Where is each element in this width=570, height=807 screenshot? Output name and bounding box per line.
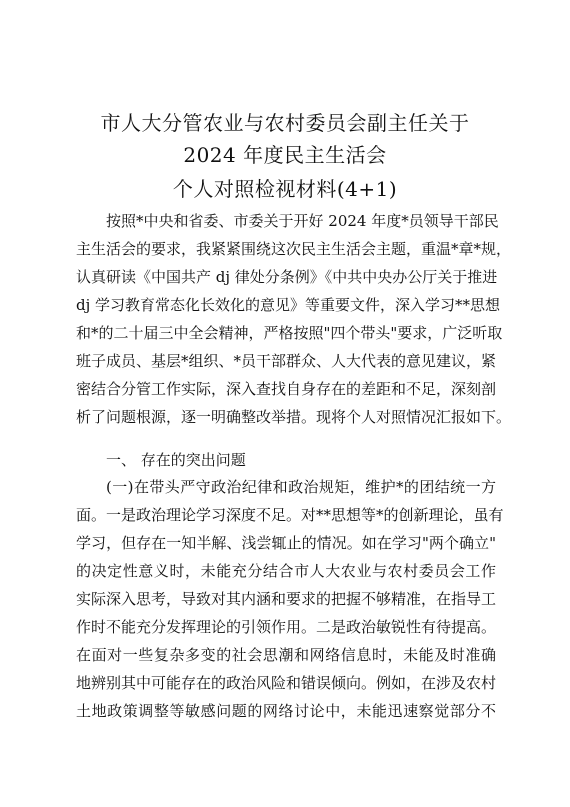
intro-line-3: 认真研读《中国共产 dj 律处分条例》《中共中央办公厅关于推进 <box>76 268 498 286</box>
intro-line-5: 和*的二十届三中全会精神，严格按照"四个带头"要求，广泛听取 <box>76 324 503 342</box>
section-heading: 一、 存在的突出问题 <box>106 451 246 469</box>
section-body-line-2: 面。一是政治理论学习深度不足。对**思想等*的创新理论，虽有 <box>76 506 504 524</box>
intro-line-4: dj 学习教育常态化长效化的意见》等重要文件，深入学习**思想 <box>76 296 501 314</box>
intro-line-6: 班子成员、基层*组织、*员干部群众、人大代表的意见建议，紧 <box>76 352 497 370</box>
intro-line-1: 按照*中央和省委、市委关于开好 2024 年度*员领导干部民 <box>106 212 499 230</box>
intro-line-8: 析了问题根源，逐一明确整改举措。现将个人对照情况汇报如下。 <box>76 408 512 426</box>
section-body-line-6: 作时不能充分发挥理论的引领作用。二是政治敏锐性有待提高。 <box>76 618 497 636</box>
section-body-line-3: 学习，但存在一知半解、浅尝辄止的情况。如在学习"两个确立" <box>76 534 496 552</box>
section-body-line-1: (一)在带头严守政治纪律和政治规矩，维护*的团结统一方 <box>106 478 496 496</box>
intro-line-2: 主生活会的要求，我紧紧围绕这次民主生活会主题，重温*章*规， <box>76 240 512 258</box>
section-body-line-7: 在面对一些复杂多变的社会思潮和网络信息时，未能及时准确 <box>76 646 496 664</box>
document-title-line-2: 2024 年度民主生活会 <box>183 143 387 167</box>
document-title-line-3: 个人对照检视材料(4+1) <box>172 177 398 201</box>
section-body-line-8: 地辨别其中可能存在的政治风险和错误倾向。例如，在涉及农村 <box>76 674 497 692</box>
section-body-line-4: 的决定性意义时，未能充分结合市人大农业与农村委员会工作 <box>76 562 496 580</box>
document-title-line-1: 市人大分管农业与农村委员会副主任关于 <box>100 111 470 135</box>
intro-line-7: 密结合分管工作实际，深入查找自身存在的差距和不足，深刻剖 <box>76 380 497 398</box>
section-body-line-9: 土地政策调整等敏感问题的网络讨论中，未能迅速察觉部分不 <box>76 702 496 720</box>
section-body-line-5: 实际深入思考，导致对其内涵和要求的把握不够精准，在指导工 <box>76 590 497 608</box>
